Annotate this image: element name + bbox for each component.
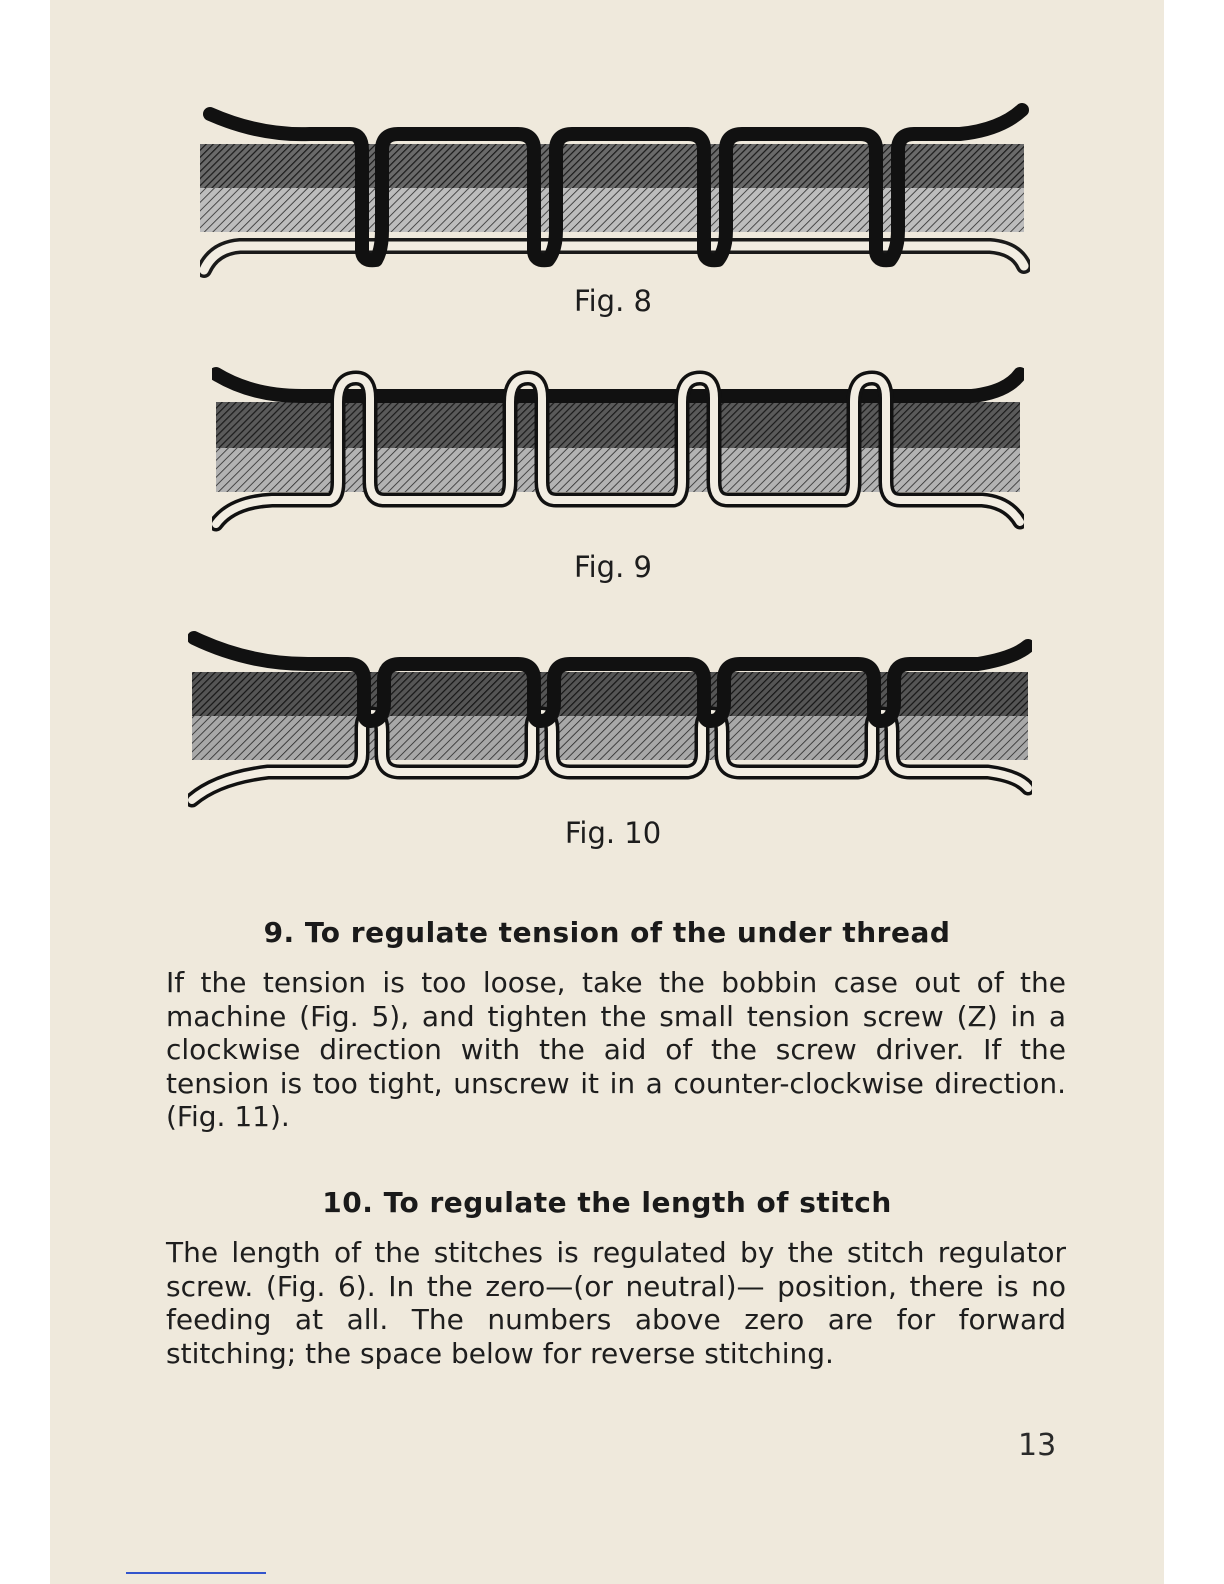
footer-rule xyxy=(126,1572,266,1574)
section-9-body: If the tension is too loose, take the bobbin case out of the machine (Fig. 5), and tighten the small tension screw (Z) in a clockwise direction with the aid of the screw driver. If the tension is too tight, unscrew it in a counter-clockwise direction. (Fig. 11). xyxy=(166,966,1066,1133)
figure-9-stitch-diagram xyxy=(212,362,1024,532)
section-9-heading: 9. To regulate tension of the under thread xyxy=(263,916,951,949)
figure-10-stitch-diagram xyxy=(188,628,1032,810)
section-10-body: The length of the stitches is regulated by the stitch regulator screw. (Fig. 6). In the zero—(or neutral)— position, there is no feeding at all. The numbers above zero are for forward stitching; the space below for reverse stitching. xyxy=(166,1236,1066,1370)
fabric-bottom-layer xyxy=(192,716,1028,760)
figure-8-stitch-diagram xyxy=(200,100,1030,280)
figure-10-caption: Fig. 10 xyxy=(564,816,662,850)
fabric-top-layer xyxy=(192,672,1028,716)
page-number: 13 xyxy=(1018,1428,1057,1463)
figure-9-caption: Fig. 9 xyxy=(574,550,652,584)
figure-8-caption: Fig. 8 xyxy=(574,284,652,318)
section-10-heading: 10. To regulate the length of stitch xyxy=(322,1186,892,1219)
manual-page xyxy=(50,0,1164,1584)
